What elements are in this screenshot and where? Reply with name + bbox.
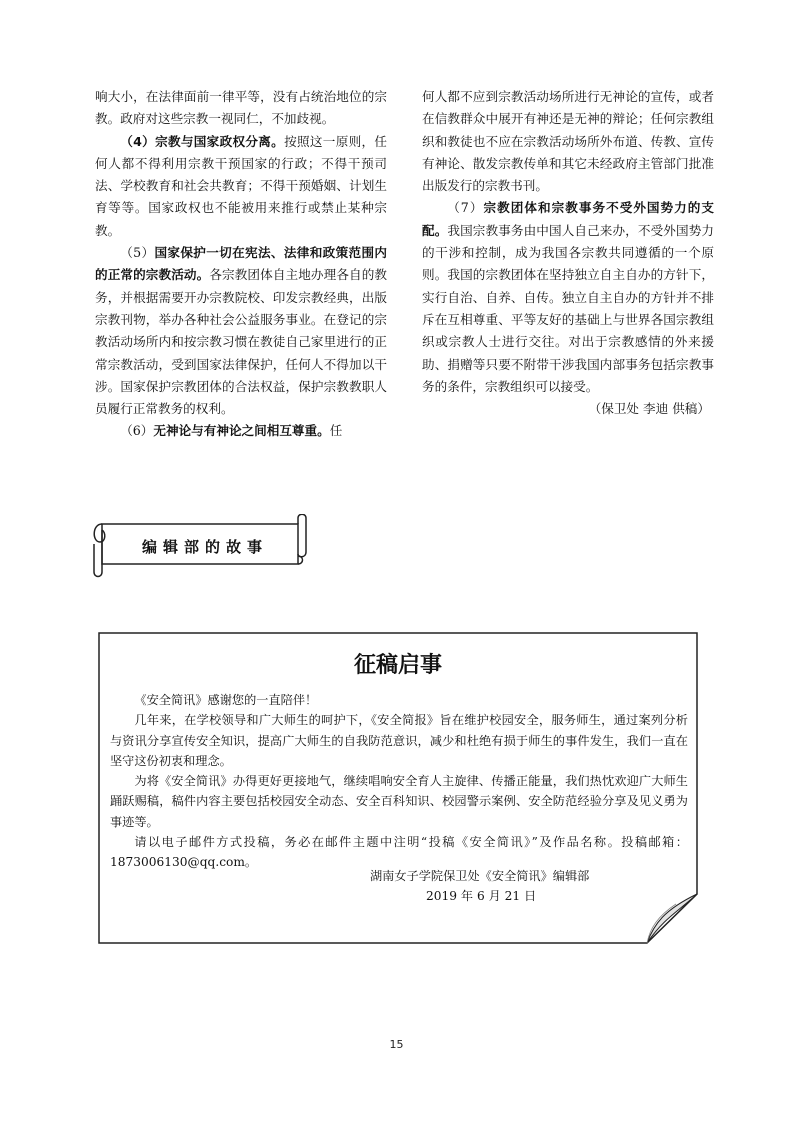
notice-body	[110, 690, 688, 873]
paragraph-number: （5）	[120, 245, 155, 261]
paragraph-text: 我国宗教事务由中国人自己来办，不受外国势力的干涉和控制，成为我国各宗教共同遵循的一个原则。我国的宗教团体在坚持独立自主自办的方针下，实行自治、自养、自传。独立自主自办的方针并不排斥在互相尊重、平等友好的基础上与世界各国宗教组织或宗教人士进行交往。对出于宗教感情的外来援助、捐赠等只要不附带干涉我国内部事务包括宗教事务的条件，宗教组织可以接受。	[422, 222, 715, 394]
paragraph-heading: 无神论与有神论之间相互尊重。	[153, 423, 330, 439]
paragraph-number: （6）	[120, 423, 154, 439]
paragraph-number: （7）	[447, 200, 484, 216]
paragraph	[422, 197, 714, 398]
notice-paragraph: 请以电子邮件方式投稿，务必在邮件主题中注明“投稿《安全简讯》”及作品名称。投稿邮箱：1873006130@qq.com。	[110, 835, 688, 870]
notice-date: 2019 年 6 月 21 日	[426, 889, 537, 904]
paragraph: 响大小，在法律面前一律平等，没有占统治地位的宗教。政府对这些宗教一视同仁，不加歧视。	[95, 89, 387, 127]
notice-paragraph: 几年来，在学校领导和广大师生的呵护下，《安全简报》旨在维护校园安全，服务师生，通过案列分析与资讯分享宣传安全知识，提高广大师生的自我防范意识，减少和杜绝有损于师生的事件发生，我们一直在坚守这份初衷和理念。	[110, 713, 688, 768]
notice-paragraph: 《安全简讯》感谢您的一直陪伴！	[134, 693, 318, 707]
paragraph	[95, 242, 387, 420]
paragraph-heading: （4）宗教与国家政权分离。	[120, 133, 285, 149]
paragraph	[95, 131, 387, 242]
notice-organization: 湖南女子学院保卫处《安全简讯》编辑部	[370, 869, 590, 883]
paragraph: 何人都不应到宗教活动场所进行无神论的宣传，或者在信教群众中展开有神还是无神的辩论；任何宗教组织和教徒也不应在宗教活动场所外布道、传教、宣传有神论、散发宗教传单和其它未经政府主管部门批准出版发行的宗教书刊。	[422, 89, 714, 194]
notice-signature	[348, 866, 648, 907]
paragraph	[95, 420, 387, 442]
author-credit: （保卫处 李迪 供稿）	[588, 401, 710, 417]
paragraph-text: 按照这一原则，任何人都不得利用宗教干预国家的行政；不得干预司法、学校教育和社会共教育；不得干预婚姻、计划生育等等。国家政权也不能被用来推行或禁止某种宗教。	[95, 133, 388, 238]
article-column-right	[422, 86, 714, 420]
page-number: 15	[389, 1038, 404, 1051]
paragraph-heading: 宗教团体和宗教事务不受外国势力的支配。	[422, 200, 715, 238]
notice-title: 征稿启事	[353, 653, 442, 678]
paragraph-text: 任	[329, 423, 343, 439]
notice-paragraph: 为将《安全简讯》办得更好更接地气，继续唱响安全育人主旋律、传播正能量，我们热忱欢迎广大师生踊跃赐稿，稿件内容主要包括校园安全动态、安全百科知识、校园警示案例、安全防范经验分享及见义勇为事迹等。	[110, 774, 688, 829]
paragraph-text: 各宗教团体自主地办理各自的教务，并根据需要开办宗教院校、印发宗教经典，出版宗教刊物，举办各种社会公益服务事业。在登记的宗教活动场所内和按宗教习惯在教徒自己家里进行的正常宗教活动，受到国家法律保护，任何人不得加以干涉。国家保护宗教团体的合法权益，保护宗教教职人员履行正常教务的权利。	[95, 267, 388, 417]
banner-title: 编辑部的故事	[141, 538, 268, 556]
paragraph-heading: 国家保护一切在宪法、法律和政策范围内的正常的宗教活动。	[95, 245, 388, 283]
call-for-papers-notice	[98, 632, 698, 944]
article-column-left	[95, 86, 387, 443]
section-banner	[90, 514, 310, 580]
